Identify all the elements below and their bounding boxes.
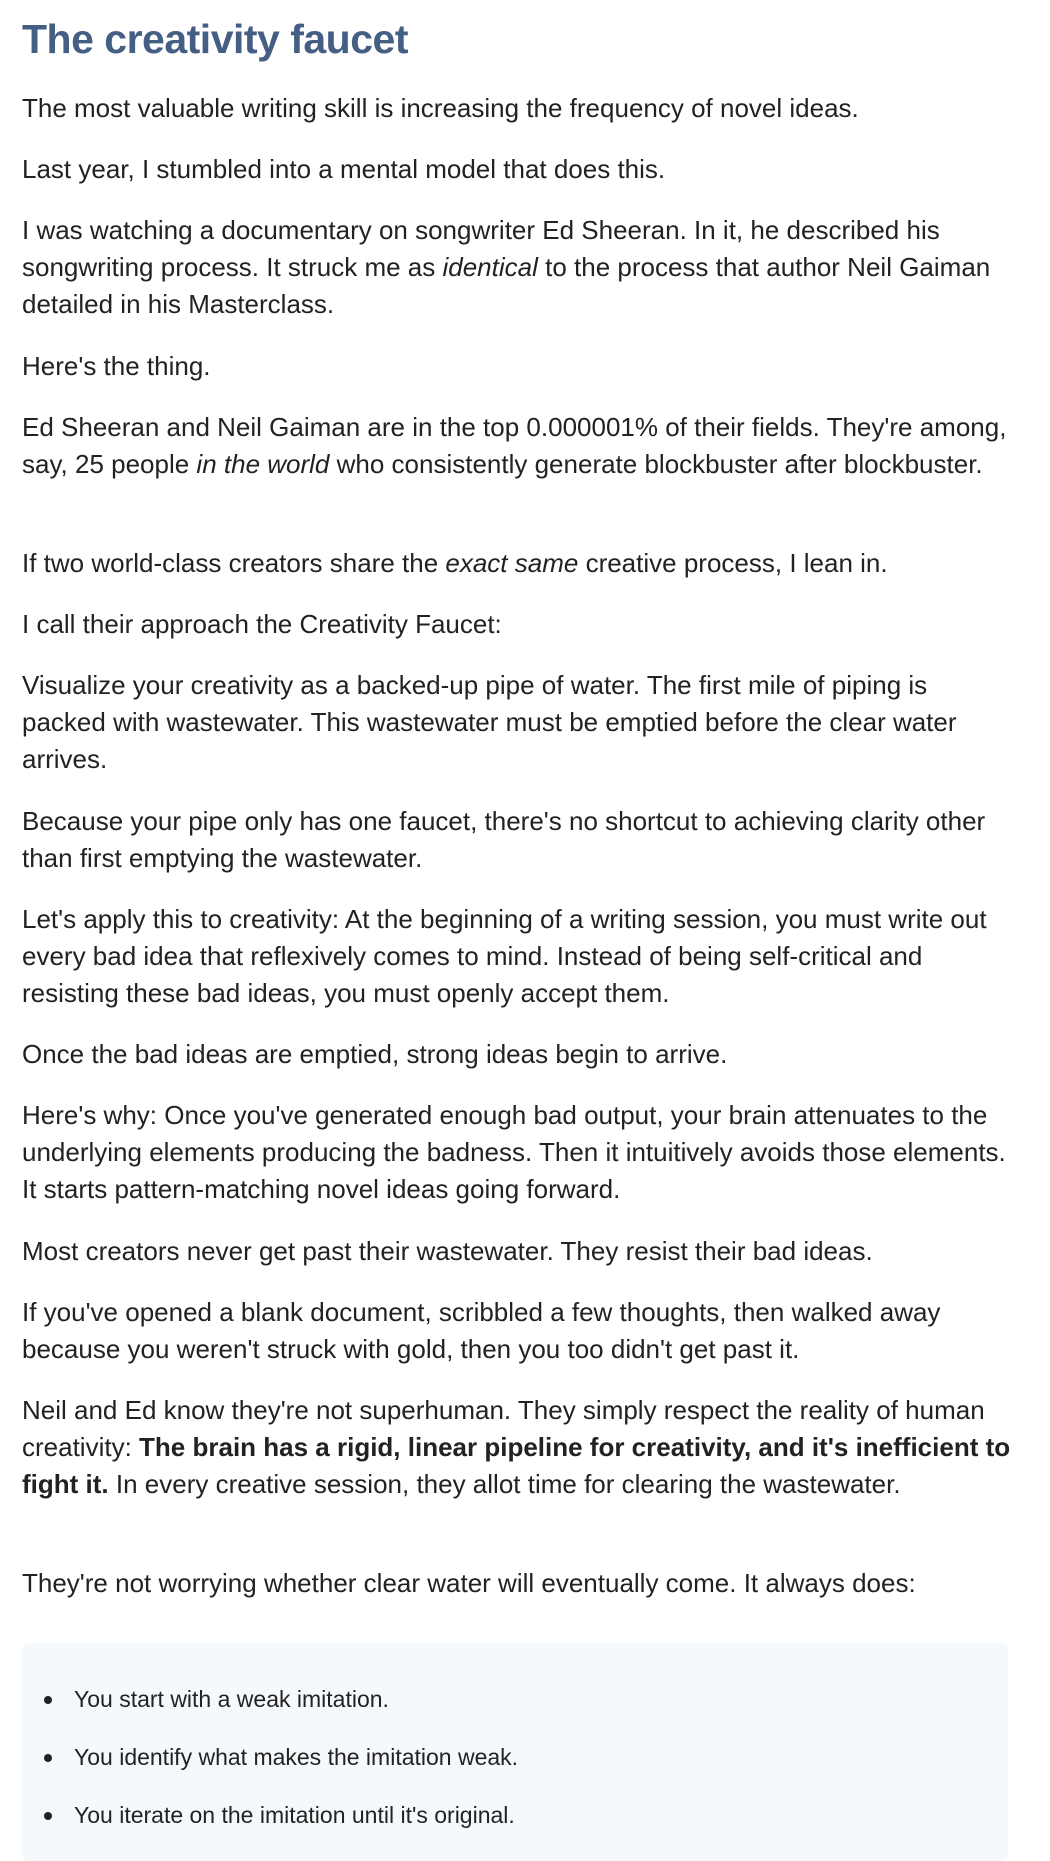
page-title: The creativity faucet xyxy=(22,16,408,62)
callout-box xyxy=(22,1643,1008,1861)
paragraph: They're not worrying whether clear water will eventually come. It always does: xyxy=(22,1568,916,1598)
paragraph: Once the bad ideas are emptied, strong ideas begin to arrive. xyxy=(22,1039,728,1069)
paragraph: If two world-class creators share the exact same creative process, I lean in. xyxy=(22,548,888,578)
paragraph: Neil and Ed know they're not superhuman. They simply respect the reality of human creativity: The brain has a rigid, linear pipeline for creativity, and it's inefficient to fight it. In every creative session, they allot time for clearing the wastewater. xyxy=(22,1395,1011,1499)
list-item: You identify what makes the imitation weak. xyxy=(74,1742,518,1772)
paragraph: Most creators never get past their wastewater. They resist their bad ideas. xyxy=(22,1236,873,1266)
paragraph: Here's why: Once you've generated enough bad output, your brain attenuates to the underlying elements producing the badness. Then it intuitively avoids those elements. It starts pattern-matching novel ideas going forward. xyxy=(22,1100,1006,1204)
paragraph: Because your pipe only has one faucet, there's no shortcut to achieving clarity other than first emptying the wastewater. xyxy=(22,806,986,873)
paragraph: Visualize your creativity as a backed-up pipe of water. The first mile of piping is packed with wastewater. This wastewater must be emptied before the clear water arrives. xyxy=(22,670,957,774)
bullet-icon xyxy=(44,1696,52,1704)
paragraph: Here's the thing. xyxy=(22,351,211,381)
paragraph: Let's apply this to creativity: At the beginning of a writing session, you must write out every bad idea that reflexively comes to mind. Instead of being self-critical and resisting these bad ideas, you must openly accept them. xyxy=(22,904,987,1008)
bullet-icon xyxy=(44,1754,52,1762)
bullet-icon xyxy=(44,1812,52,1820)
paragraph: I call their approach the Creativity Faucet: xyxy=(22,609,502,639)
article xyxy=(22,0,1012,1598)
paragraph: I was watching a documentary on songwriter Ed Sheeran. In it, he described his songwriting process. It struck me as identical to the process that author Neil Gaiman detailed in his Masterclass. xyxy=(22,215,991,319)
list-item: You iterate on the imitation until it's original. xyxy=(74,1800,515,1830)
list-item: You start with a weak imitation. xyxy=(74,1684,389,1714)
paragraph: Last year, I stumbled into a mental model that does this. xyxy=(22,154,666,184)
paragraph: The most valuable writing skill is increasing the frequency of novel ideas. xyxy=(22,93,859,123)
paragraph: Ed Sheeran and Neil Gaiman are in the top 0.000001% of their fields. They're among, say, 25 people in the world who consistently generate blockbuster after blockbuster. xyxy=(22,412,1007,479)
paragraph: If you've opened a blank document, scribbled a few thoughts, then walked away because you weren't struck with gold, then you too didn't get past it. xyxy=(22,1297,941,1364)
